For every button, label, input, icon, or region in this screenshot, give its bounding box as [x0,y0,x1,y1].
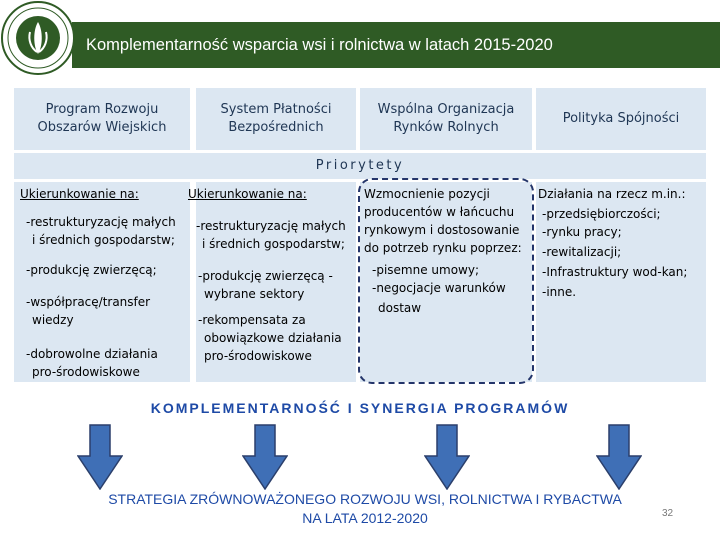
col2-item-3-cont: obowiązkowe działania [204,331,342,345]
col1-item-1-cont: i średnich gospodarstw; [32,233,175,247]
col4-line-1: Działania na rzecz m.in.: [538,187,686,201]
col4-line-5: -Infrastruktury wod-kan; [542,265,688,279]
col2-item-3: -rekompensata za [198,313,306,327]
col1-item-4: -dobrowolne działania [26,347,158,361]
col1-item-2: -produkcję zwierzęcą; [26,263,157,277]
col4-line-3: -rynku pracy; [542,225,622,239]
col4-line-2: -przedsiębiorczości; [542,207,661,221]
col1-item-3-cont: wiedzy [32,313,74,327]
column-header-prow: Program Rozwoju Obszarów Wiejskich [14,88,190,150]
page-number: 32 [662,508,674,519]
col3-line-1: Wzmocnienie pozycji [364,187,490,201]
down-arrow-icon [424,424,470,490]
column-header-spojnosc: Polityka Spójności [536,88,706,150]
col3-line-2: producentów w łańcuchu [364,205,515,219]
col1-item-1: -restrukturyzację małych [26,215,176,229]
ministry-logo-icon [0,0,76,76]
col1-heading: Ukierunkowanie na: [20,187,139,201]
col2-item-1: -restrukturyzację małych [196,219,346,233]
col3-line-7: dostaw [378,301,422,315]
col3-line-3: rynkowym i dostosowanie [364,223,520,237]
col3-line-5: -pisemne umowy; [372,263,480,277]
col1-item-3: -współpracę/transfer [26,295,151,309]
col2-item-2-cont: wybrane sektory [204,287,305,301]
down-arrow-icon [77,424,123,490]
col3-line-6: -negocjacje warunków [372,281,506,295]
highlight-frame [358,178,534,384]
col1-item-4-cont: pro-środowiskowe [32,365,140,379]
priorities-band: Priorytety [14,153,706,179]
col2-item-3-cont2: pro-środowiskowe [204,349,312,363]
col4-line-6: -inne. [542,285,577,299]
down-arrow-icon [596,424,642,490]
synergy-title: KOMPLEMENTARNOŚĆ I SYNERGIA PROGRAMÓW [150,400,570,416]
slide-header [0,0,720,76]
column-header-wor: Wspólna Organizacja Rynków Rolnych [360,88,532,150]
down-arrow-icon [242,424,288,490]
strategy-title: STRATEGIA ZRÓWNOWAŻONEGO ROZWOJU WSI, ROLNICTWA I RYBACTWA NA LATA 2012-2020 [108,491,622,526]
slide-title: Komplementarność wsparcia wsi i rolnictwa w latach 2015-2020 [86,36,553,54]
column-header-platnosci: System Płatności Bezpośrednich [196,88,356,150]
col3-line-4: do potrzeb rynku poprzez: [364,241,522,255]
col2-item-2: -produkcję zwierzęcą - [198,269,333,283]
col4-line-4: -rewitalizacji; [542,245,622,259]
col2-heading: Ukierunkowanie na: [188,187,307,201]
col2-item-1-cont: i średnich gospodarstw; [202,237,345,251]
